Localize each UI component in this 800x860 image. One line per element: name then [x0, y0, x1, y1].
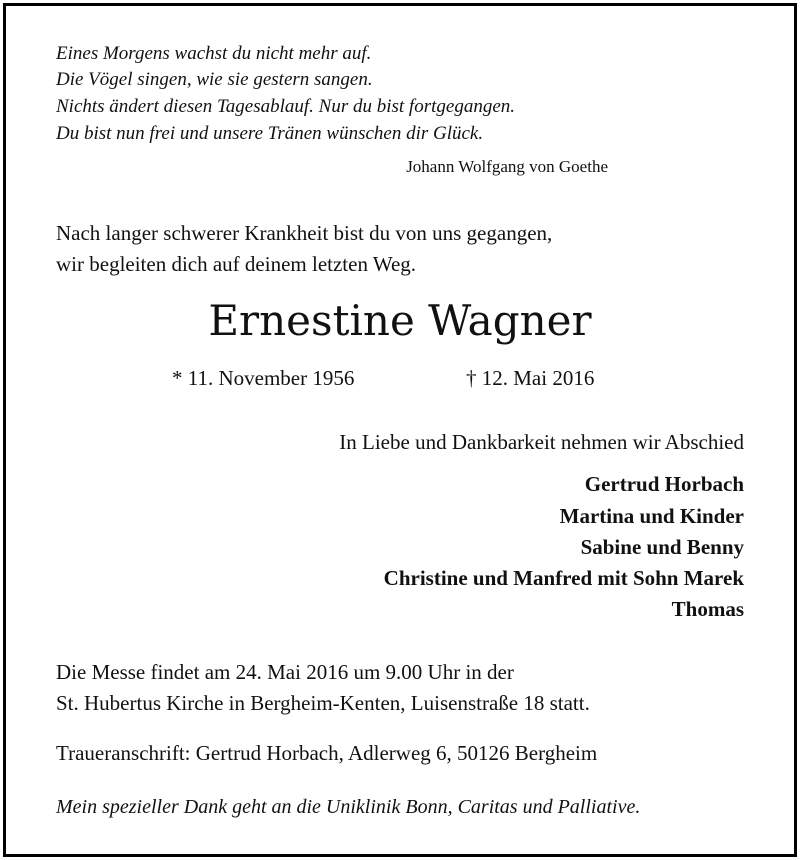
poem-line: Nichts ändert diesen Tagesablauf. Nur du bist fortgegangen. [56, 96, 515, 117]
poem-author: Johann Wolfgang von Goethe [406, 157, 608, 176]
service-line: Die Messe findet am 24. Mai 2016 um 9.00 Uhr in der [56, 660, 514, 684]
intro-line: wir begleiten dich auf deinem letzten Weg. [56, 252, 417, 276]
service-line: St. Hubertus Kirche in Bergheim-Kenten, Luisenstraße 18 statt. [56, 691, 590, 715]
poem-line: Die Vögel singen, wie sie gestern sangen. [56, 69, 373, 90]
birth-date: * 11. November 1956 [172, 366, 355, 390]
mourner-name: Christine und Manfred mit Sohn Marek [383, 566, 744, 590]
thanks-note: Mein spezieller Dank geht an die Uniklinik Bonn, Caritas und Palliative. [56, 796, 641, 818]
mourner-name: Thomas [671, 597, 744, 621]
death-date: † 12. Mai 2016 [466, 366, 595, 390]
poem-line: Du bist nun frei und unsere Tränen wünschen dir Glück. [56, 123, 484, 144]
mourner-name: Sabine und Benny [580, 535, 744, 559]
intro-line: Nach langer schwerer Krankheit bist du von uns gegangen, [56, 221, 553, 245]
mourner-name: Martina und Kinder [559, 504, 744, 528]
poem-line: Eines Morgens wachst du nicht mehr auf. [56, 43, 372, 64]
deceased-name: Ernestine Wagner [208, 296, 592, 345]
mourner-name: Gertrud Horbach [584, 472, 744, 496]
mourning-address: Traueranschrift: Gertrud Horbach, Adlerweg 6, 50126 Bergheim [56, 741, 598, 765]
farewell-text: In Liebe und Dankbarkeit nehmen wir Abschied [339, 430, 744, 454]
